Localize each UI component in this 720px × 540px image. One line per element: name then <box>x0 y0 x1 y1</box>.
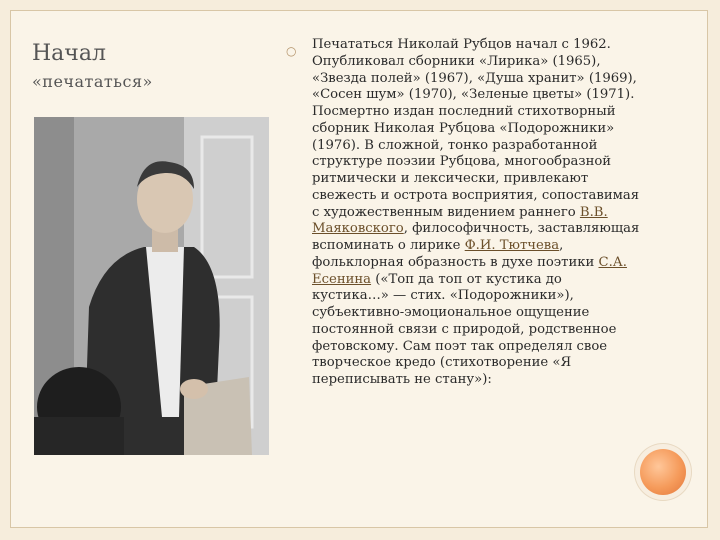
link-tyutchev[interactable]: Ф.И. Тютчева <box>464 238 560 253</box>
paragraph-text-3: , фольклорная образность в духе поэтики <box>312 238 599 270</box>
title-line-2: «печататься» <box>32 71 153 91</box>
link-esenin[interactable]: С.А. Есенина <box>312 254 627 287</box>
portrait-illustration <box>34 117 269 455</box>
paragraph-text-2: , философичность, заставляющая вспоминать о лирике <box>312 221 640 253</box>
title-line-1: Начал <box>32 41 106 66</box>
paragraph-text-1: Печататься Николай Рубцов начал с 1962. Опубликовал сборники «Лирика» (1965), «Звезда полей» (1967), «Душа хранит» (1969), «Сосен шум» (1970), «Зеленые цветы» (1971). Посмертно издан последний стихотворный сборник Николая Рубцова «Подорожники» (1976). В сложной, тонко разработанной структуре поэзии Рубцова, многообразной ритмически и лексически, привлекают свежесть и острота восприятия, сопоставимая с художественным видением раннего <box>312 37 640 220</box>
portrait-photo <box>34 117 269 455</box>
link-mayakovsky[interactable]: В.В. Маяковского <box>312 204 608 237</box>
slide-title <box>32 38 232 93</box>
bullet-ring-icon: ○ <box>286 44 297 58</box>
decorative-circle <box>640 449 686 495</box>
body-paragraph <box>312 37 642 389</box>
paragraph-text-4: («Топ да топ от кустика до кустика…» — стих. «Подорожники»), субъективно-эмоциональное ощущение постоянной связи с природой, родственное фетовскому. Сам поэт так определял свое творческое кредо (стихотворение «Я переписывать не стану»): <box>312 271 617 387</box>
